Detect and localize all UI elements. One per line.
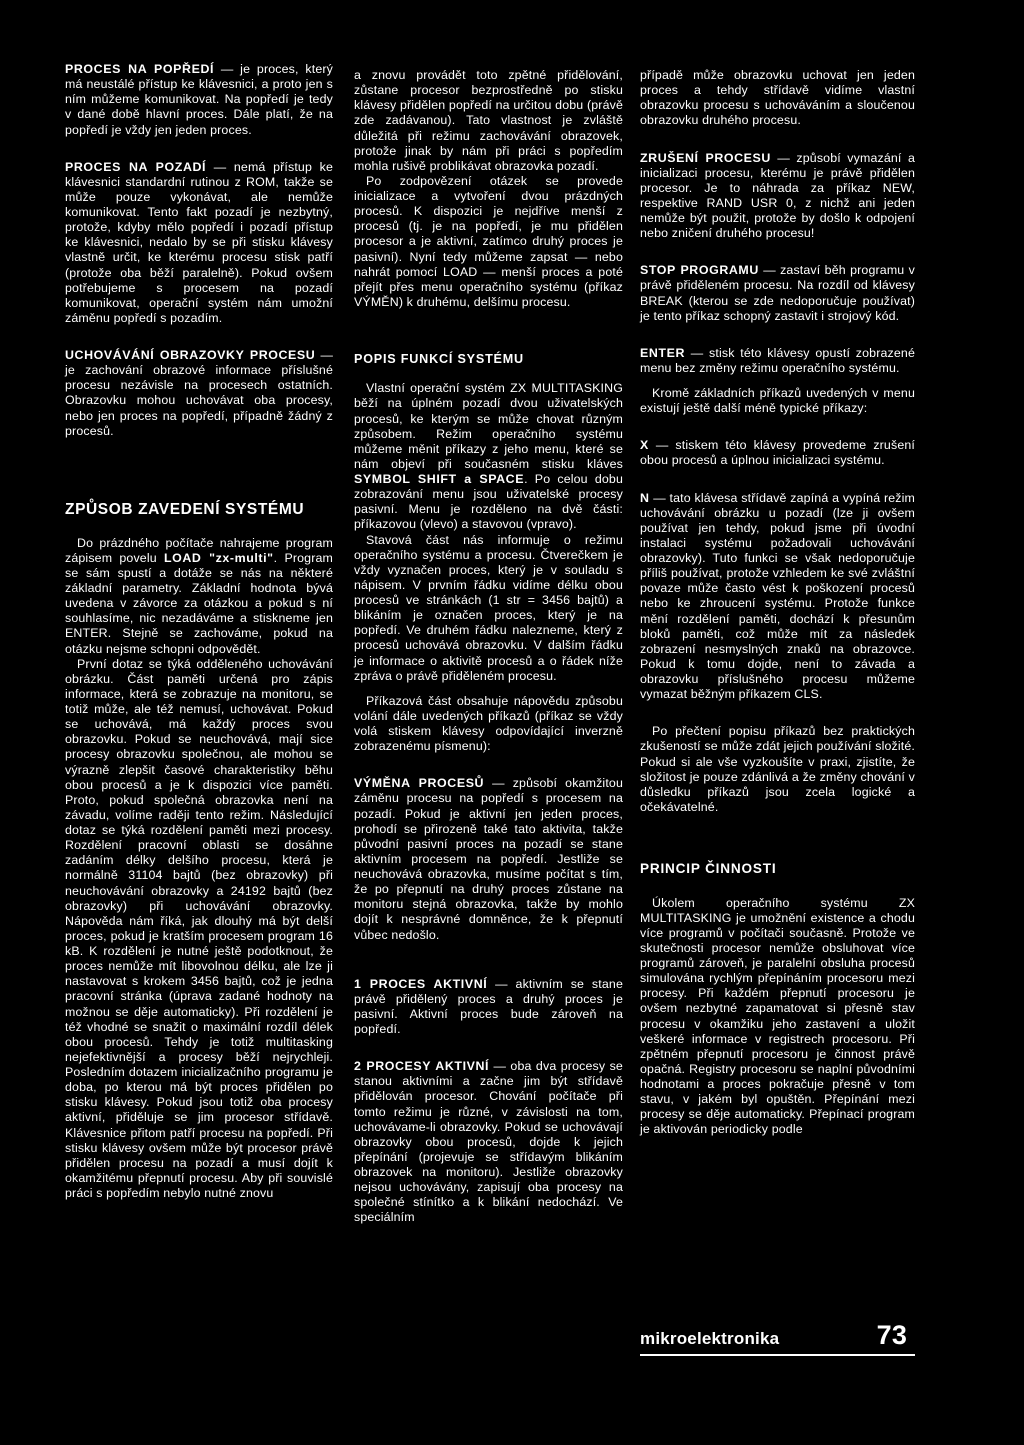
- paragraph-specialni-pripad: případě může obrazovku uchovat jen jeden proces a tehdy střídavě vidíme vlastní obrazovku procesu s uchováváním a sloučenou obrazovku druhého procesu.: [640, 68, 915, 128]
- text-span: . Po celou dobu zobrazování menu jsou uživatelské procesy pasivní. Menu je rozděleno na dvě části: příkazovou (vlevo) a stavovou (vpravo).: [354, 472, 623, 532]
- paragraph-zruseni-procesu: [640, 151, 915, 242]
- paragraph-proces-na-popredi: [65, 62, 333, 138]
- text-span: — zastaví běh programu v právě přiděleném procesu. Na rozdíl od klávesy BREAK (kterou se zde nedoporučuje používat) je tento příkaz schopný zastavit i strojový kód.: [640, 263, 915, 323]
- paragraph-n: [640, 491, 915, 703]
- command-zruseni-procesu: ZRUŠENÍ PROCESU: [640, 150, 771, 165]
- command-vymena-procesu: VÝMĚNA PROCESŮ: [354, 776, 485, 791]
- column-2: [354, 68, 623, 1226]
- text-span: — tato klávesa střídavě zapíná a vypíná režim uchovávání obrázku u pozadí (lze ji ovšem používat jen tehdy, pokud jsme při úvodní instalaci systému požadovali uchovávání obrazovky). Tuto funkci se však nedoporučuje příliš používat, protože vzhledem ke své zvláštní povaze může často vést k poškození procesů nebo ke zhroucení systému. Protože funkce mění rozdělení paměti, dochází k přesunům bloků paměti, což může mít za následek zobrazení nesmyslných znaků na obrazovce. Pokud k tomu dojde, není to závada a obrazovku příslušného procesu můžeme vymazat běžným příkazem CLS.: [640, 490, 915, 702]
- paragraph-2-procesy-aktivni: [354, 1059, 623, 1225]
- command-enter: ENTER: [640, 345, 685, 360]
- paragraph-vymena-procesu: [354, 776, 623, 942]
- paragraph-po-zodpovezeni: Po zodpovězení otázek se provede inicializace a vytvoření dvou prázdných procesů. K dispozici je nejdříve menší z procesů (tj. je na popředí, je mu přidělen procesor a je aktivní, zatímco druhý proces je pasivní). Nyní tedy můžeme zapsat — nebo nahrát pomocí LOAD — menší proces a poté přejít přes menu operačního systému (příkaz VÝMĚN) k druhému, delšímu procesu.: [354, 173, 623, 309]
- paragraph-ukolem: Úkolem operačního systému ZX MULTITASKING je umožnění existence a chodu více programů v počítači současně. Protože ve skutečnosti procesor nemůže obsluhovat více programů zároveň, je paralelní obsluha procesů simulována rychlým přepínáním procesoru mezi procesy. Při každém přepnutí procesoru je ovšem nezbytné zapamatovat si přesně stav procesu v okamžiku jeho zastavení a uložit veškeré informace v registrech procesoru. Při zpětném přepnutí procesoru je činnost právě opačná. Registry procesoru se naplní původními hodnotami a proces pokračuje přesně v tom stavu, v jakém byl opuštěn. Přepínání mezi procesy se děje automaticky. Přepínací program je aktivován periodicky podle: [640, 895, 915, 1137]
- command-1-proces-aktivni: 1 PROCES AKTIVNÍ: [354, 976, 488, 991]
- footer-rule: [640, 1354, 915, 1356]
- magazine-name: mikroelektronika: [640, 1329, 780, 1349]
- command-load: LOAD "zx-multi": [163, 550, 274, 565]
- column-3: [640, 68, 915, 1138]
- paragraph-vlastni-operacni-system: [354, 381, 623, 532]
- keys-symbol-shift-space: SYMBOL SHIFT a SPACE: [354, 472, 525, 487]
- paragraph-uchovavani-obrazovky: [65, 348, 333, 439]
- definition-text: — nemá přístup ke klávesnici standardní rutinou z ROM, takže se může pouze vykonávat, ale nemůže komunikovat. Tento fakt pozadí je nezbytný, protože, kdyby mělo popředí i pozadí přístup ke klávesnici, nedalo by se při stisku klávesy vlastně určit, ke kterému procesu stisk patří (protože oba běží paralelně). Pokud ovšem potřebujeme s procesem na pozadí komunikovat, operační systém nám umožní záměnu popředí s pozadím.: [65, 159, 334, 325]
- definition-text: — je proces, který má neustálé přístup ke klávesnici, a proto jen s ním můžeme komunikovat. Na popředí je tedy v dané době hlavní proces. Dále platí, že na popředí je vždy jen jeden proces.: [65, 62, 333, 137]
- text-span: Do prázdného počítače nahrajeme program zápisem povelu: [65, 535, 333, 565]
- paragraph-prvni-dotaz: První dotaz se týká odděleného uchovávání obrázku. Část paměti určená pro zápis informace, která se zobrazuje na monitoru, se totiž může, ale též nemusí, uchovávat. Pokud se uchovává, má každý proces svou obrazovku. Pokud se neuchovává, mají sice procesy obrazovku společnou, ale mohou se výrazně zlepšit časové charakteristiky běhu obou procesů a je k dispozici více paměti. Proto, pokud společná obrazovka není na závadu, volíme raději tento režim. Následující dotaz se týká rozdělení paměti mezi procesy. Rozdělení pracovní oblasti se dosáhne zadáním délky delšího procesu, která je normálně 31104 bajtů (bez obrazovky) při neuchovávání obrazovky a 24192 bajtů (bez obrazovky) při uchovávání obrazovky. Nápověda nám říká, jak dlouhý má být delší proces, pokud je kratším procesem program 16 kB. K rozdělení je nutné ještě podotknout, že proces nemůže mít libovolnou délku, ale lze ji nastavovat s krokem 3456 bajtů, což je jedna pracovní stránka (úprava zadané hodnoty na možnou se děje automaticky). Při rozdělení je též vhodné se snažit o maximální rozdíl délek obou procesů. Tehdy je totiž multitasking nejefektivnější a procesy běží nejrychleji. Posledním dotazem inicializačního programu je doba, po kterou má být proces přidělen po stisku klávesy. Pokud jsou totiž oba procesy aktivní, přiděluje se jim procesor střídavě. Klávesnice přitom patří procesu na popředí. Při stisku klávesy ovšem může být procesor právě přidělen procesu na pozadí a musí dojít k okamžitému přepnutí procesu. Aby při souvislé práci s popředím nebylo nutné znovu: [65, 656, 333, 1201]
- term-proces-na-pozadi: PROCES NA POZADÍ: [65, 159, 207, 174]
- text-span: — způsobí okamžitou záměnu procesu na popředí s procesem na pozadí. Pokud je aktivní jen jeden proces, prohodí se přirozeně také tato aktivita, takže původní pasivní proces na pozadí se stane aktivním procesem na popředí. Jestliže se neuchovává obrazovka, musíme počítat s tím, že po přepnutí na druhý proces zůstane na monitoru stejná obrazovka, takže by mohlo dojít k nesprávné domněnce, že k přepnutí vůbec nedošlo.: [354, 776, 623, 942]
- paragraph-stop-programu: [640, 263, 915, 324]
- page-number: 73: [876, 1320, 907, 1351]
- paragraph-x: [640, 438, 915, 468]
- text-span: Vlastní operační systém ZX MULTITASKING běží na úplném pozadí dvou uživatelských procesů, ke kterým se může chovat různým způsobem. Režim operačního systému můžeme měnit příkazy z jeho menu, které se nám objeví při současném stisku kláves: [354, 381, 623, 471]
- definition-text: — je zachování obrazové informace příslušné procesu nezávisle na procesech ostatních. Obrazovku mohou uchovávat oba procesy, nebo jen proces na popředí, případně žádný z procesů.: [65, 348, 333, 438]
- command-x: X: [640, 438, 649, 453]
- paragraph-enter: [640, 346, 915, 376]
- section-heading-popis-funkci: POPIS FUNKCÍ SYSTÉMU: [354, 352, 524, 366]
- text-span: — aktivním se stane právě přidělený proces a druhý proces je pasivní. Aktivní proces bude zároveň na popředí.: [354, 976, 623, 1037]
- section-heading-princip-cinnosti: PRINCIP ČINNOSTI: [640, 861, 777, 876]
- command-n: N: [640, 490, 650, 505]
- paragraph-zpetne-pridelovani: a znovu provádět toto zpětné přidělování, zůstane procesor bezprostředně po stisku klávesy přidělen popředí na určitou dobu (právě zde zadávanou). Tato vlastnost je zvláště důležitá při režimu zachovávání obrazovek, protože jinak by nám při práci s popředím mohla rušivě problikávat obrazovka pozadí.: [354, 68, 623, 173]
- paragraph-po-precteni: Po přečtení popisu příkazů bez praktických zkušeností se může zdát jejich používání složité. Pokud si ale vše vyzkoušíte v praxi, zjistíte, že složitost je pouze zdánlivá a že změny chování v důsledku příkazů jsou zcela logické a očekávatelné.: [640, 724, 915, 814]
- command-2-procesy-aktivni: 2 PROCESY AKTIVNÍ: [354, 1059, 490, 1074]
- paragraph-prikazova-cast: Příkazová část obsahuje nápovědu způsobu volání dále uvedených příkazů (příkaz se vždy volá stiskem klávesy odpovídající inverzně zobrazenému písmenu):: [354, 693, 623, 754]
- paragraph-stavova-cast: Stavová část nás informuje o režimu operačního systému a procesu. Čtverečkem je vždy vyznačen proces, který je v souladu s nápisem. V prvním řádku vidíme délku obou procesů ve stránkách (1 str = 3456 bajtů) a blikáním je označen proces, který je na popředí. Ve druhém řádku nalezneme, který z procesů uchovává obrazovku. V dalším řádku je informace o aktivitě procesů a o řádek níže zpráva o právě přiděleném procesu.: [354, 532, 623, 683]
- text-span: — způsobí vymazání a inicializaci procesu, kterému je právě přidělen procesor. Je to náhrada za příkaz NEW, respektive RAND USR 0, z nichž ani jeden nemůže být použit, protože by došlo k odpojení nebo zničení druhého procesu!: [640, 150, 916, 241]
- paragraph-dalsi-prikazy: Kromě základních příkazů uvedených v menu existují ještě další méně typické příkazy:: [640, 386, 915, 416]
- text-span: — oba dva procesy se stanou aktivními a začne jim být střídavě přidělován procesor. Chování počítače při tomto režimu je různé, v závislosti na tom, uchovávame-li obrazovky. Pokud se uchovávají obrazovky obou procesů, dojde k jejich přepínání (projevuje se střídavým blikáním obrazovek na monitoru). Jestliže obrazovky nejsou uchovávány, zapisují oba procesy na společné stínítko a k blikání nedochází. Ve speciálním: [354, 1059, 623, 1225]
- paragraph-1-proces-aktivni: [354, 977, 623, 1038]
- paragraph-proces-na-pozadi: [65, 160, 333, 326]
- term-uchovavani-obrazovky: UCHOVÁVÁNÍ OBRAZOVKY PROCESU: [65, 348, 316, 362]
- column-1: [65, 62, 333, 1201]
- text-span: — stisk této klávesy opustí zobrazené menu bez změny režimu operačního systému.: [640, 345, 915, 375]
- command-stop-programu: STOP PROGRAMU: [640, 263, 759, 278]
- text-span: — stiskem této klávesy provedeme zrušení obou procesů a úplnou inicializaci systému.: [640, 438, 915, 468]
- section-heading-zpusob-zavedeni: ZPŮSOB ZAVEDENÍ SYSTÉMU: [65, 500, 305, 518]
- page-footer: [640, 1322, 915, 1358]
- paragraph-load: [65, 536, 333, 657]
- text-span: . Program se sám spustí a dotáže se nás na některé základní parametry. Základní hodnota bývá uvedena v závorce za otázkou a pokud s ní souhlasíme, nic nezadáváme a stiskneme jen ENTER. Stejně se zachováme, pokud na otázku nejsme schopni odpovědět.: [65, 550, 334, 656]
- term-proces-na-popredi: PROCES NA POPŘEDÍ: [65, 62, 215, 76]
